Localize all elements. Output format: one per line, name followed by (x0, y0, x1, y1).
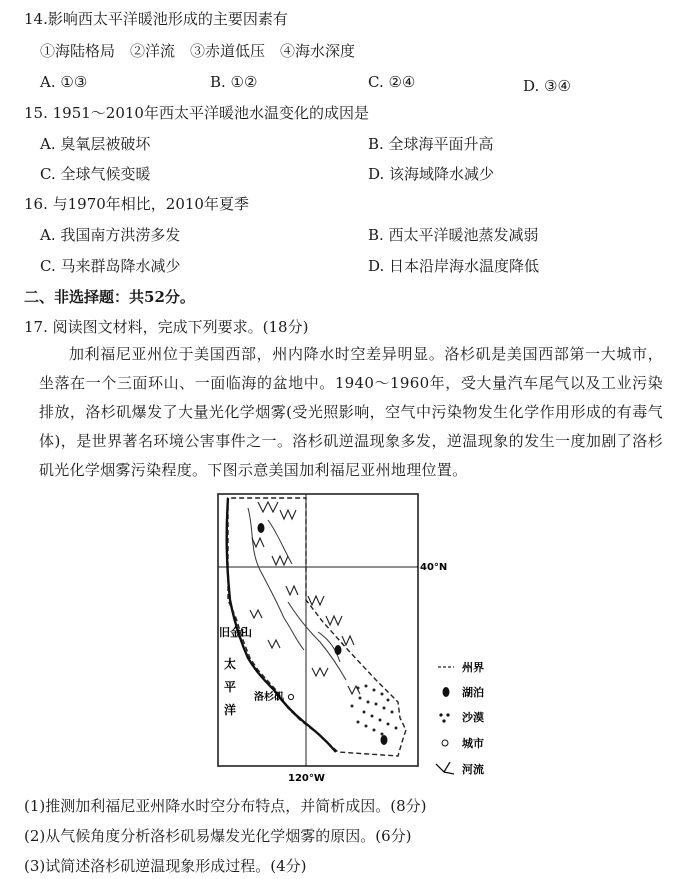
q14-option-c: C. ②④ (368, 73, 416, 91)
q16-option-b: B. 西太平洋暖池蒸发减弱 (368, 226, 539, 244)
q14-factors: ①海陆格局 ②洋流 ③赤道低压 ④海水深度 (40, 42, 356, 60)
desert-area (351, 685, 398, 736)
q16-option-a: A. 我国南方洪涝多发 (40, 226, 181, 244)
ocean-label-3: 洋 (224, 703, 237, 717)
q17-stem: 17. 阅读图文材料，完成下列要求。(18分) (24, 318, 309, 336)
river (248, 508, 304, 650)
lon-label: 120°W (288, 773, 325, 784)
ocean-label-1: 太 (224, 657, 237, 671)
lake-marker (258, 523, 265, 533)
lake-marker (381, 735, 388, 745)
q14-option-d: D. ③④ (523, 77, 571, 95)
legend-label-city: 城市 (462, 737, 484, 750)
legend-label-state-border: 州界 (462, 661, 484, 674)
california-map (188, 490, 518, 790)
section-heading: 二、非选择题：共52分。 (24, 288, 195, 306)
state-border (228, 498, 406, 756)
city-icon (442, 740, 448, 746)
q14-stem: 14.影响西太平洋暖池形成的主要因素有 (24, 10, 288, 28)
q17-sub-3: (3)试简述洛杉矶逆温现象形成过程。(4分) (24, 857, 307, 875)
coastline (227, 498, 336, 752)
river-icon (436, 762, 454, 774)
desert-icon (439, 713, 449, 722)
q15-option-c: C. 全球气候变暖 (40, 165, 151, 183)
city-la-label: 洛杉矶 (254, 692, 284, 703)
lake-marker (335, 645, 342, 655)
q15-option-a: A. 臭氧层被破坏 (40, 135, 151, 153)
legend-label-desert: 沙漠 (462, 711, 484, 724)
q17-material: 加利福尼亚州位于美国西部，州内降水时空差异明显。洛杉矶是美国西部第一大城市，坐落在一个三面环山、一面临海的盆地中。1940～1960年，受大量汽车尾气以及工业污染排放，洛杉矶爆发了大量光化学烟雾(受光照影响，空气中污染物发生化学作用形成的有毒气体)，是世界著名环境公害事件之一。洛杉矶逆温现象多发，逆温现象的发生一度加剧了洛杉矶光化学烟雾污染程度。下图示意美国加利福尼亚州地理位置。 (39, 345, 663, 479)
q15-option-d: D. 该海域降水减少 (368, 165, 495, 183)
map-legend (436, 660, 484, 776)
ocean-label-2: 平 (224, 680, 237, 694)
q14-option-a: A. ①③ (40, 73, 88, 91)
city-la-marker (288, 694, 293, 699)
lake-icon (443, 687, 450, 697)
q17-sub-1: (1)推测加利福尼亚州降水时空分布特点，并简析成因。(8分) (24, 797, 427, 815)
river (268, 520, 292, 564)
q15-stem: 15. 1951～2010年西太平洋暖池水温变化的成因是 (24, 104, 369, 122)
q17-sub-2: (2)从气候角度分析洛杉矶易爆发光化学烟雾的原因。(6分) (24, 827, 412, 845)
legend-label-lake: 湖泊 (462, 686, 484, 699)
q16-option-d: D. 日本沿岸海水温度降低 (368, 257, 540, 275)
q16-option-c: C. 马来群岛降水减少 (40, 257, 181, 275)
lat-label: 40°N (420, 562, 448, 573)
q14-option-b: B. ①② (210, 73, 258, 91)
legend-label-river: 河流 (462, 763, 484, 776)
q16-stem: 16. 与1970年相比，2010年夏季 (24, 195, 249, 213)
city-sf-label: 旧金山 (219, 626, 252, 639)
q15-option-b: B. 全球海平面升高 (368, 135, 494, 153)
mountain-ranges (250, 502, 360, 694)
